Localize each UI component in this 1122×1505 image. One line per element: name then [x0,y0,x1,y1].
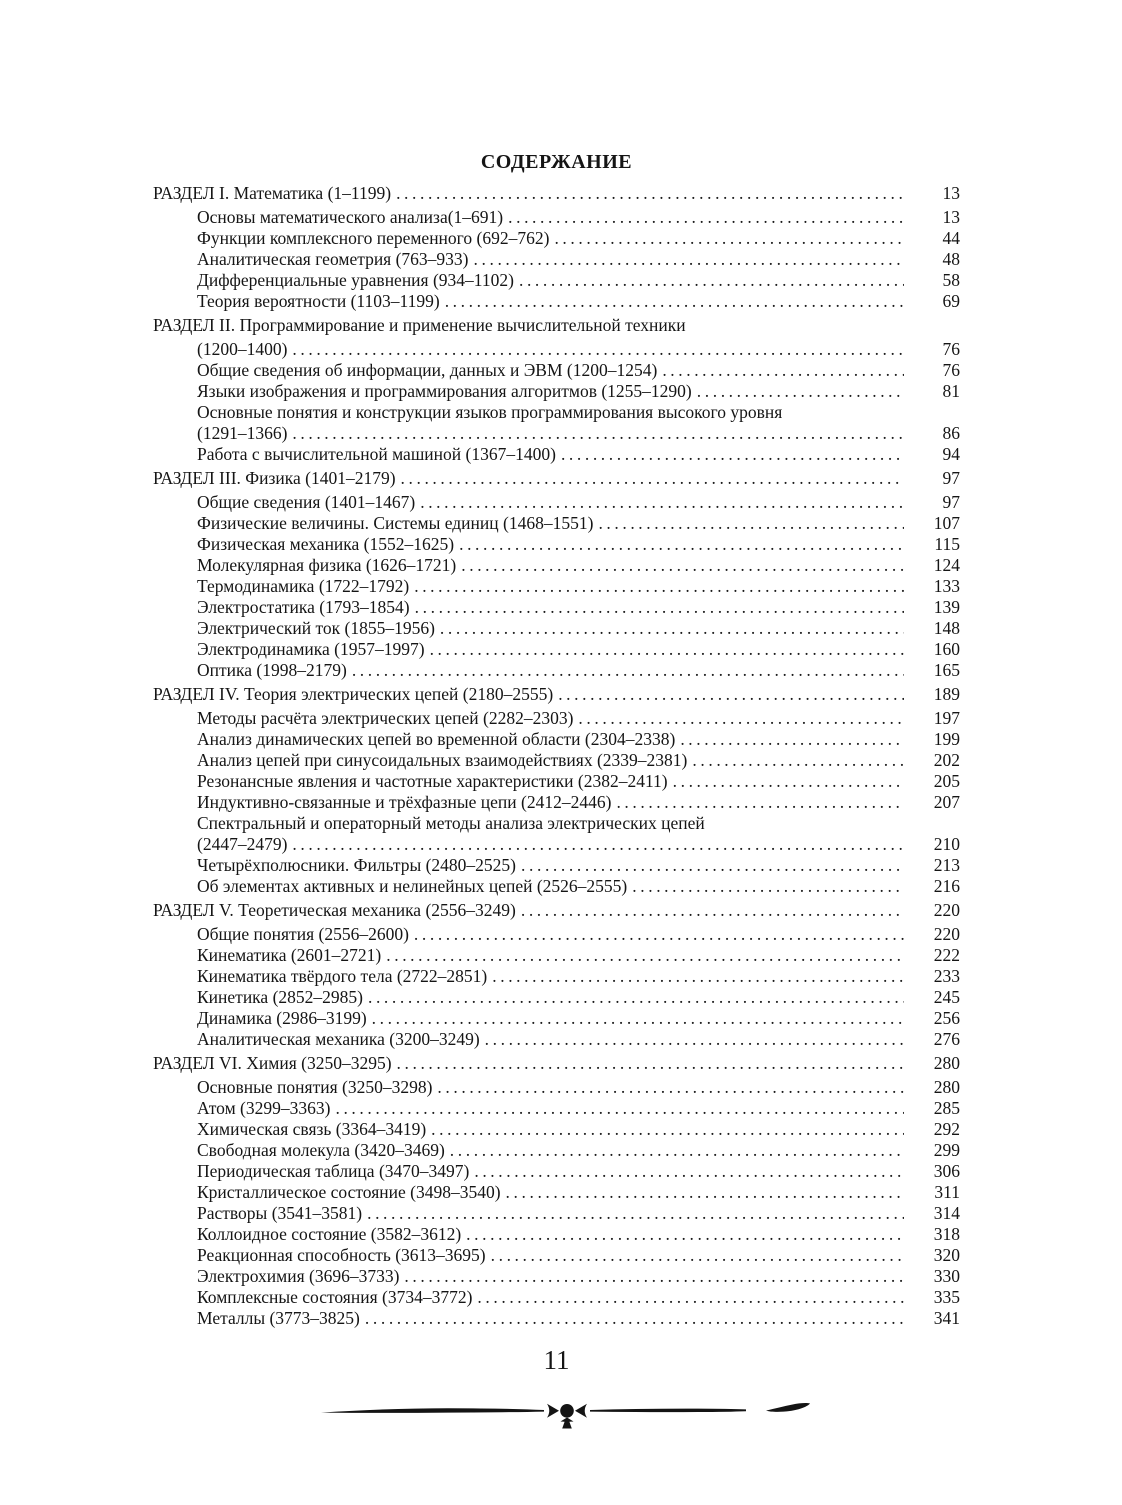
toc-entry-title: Основы математического анализа(1–691) [197,207,504,227]
toc-entry-title: Растворы (3541–3581) [197,1203,363,1223]
dot-leader [519,270,904,291]
toc-entry-title: Теория вероятности (1103–1199) [197,291,440,311]
toc-entry-page: 97 [942,468,960,488]
toc-entry [153,987,960,1008]
toc-entry-title: Аналитическая геометрия (763–933) [197,249,469,269]
dot-leader [396,183,904,204]
toc-entry [153,1077,960,1098]
toc-entry [153,1029,960,1050]
toc-entry-page: 124 [933,555,960,575]
toc-entry-page: 280 [933,1077,960,1097]
toc-entry [153,1308,960,1329]
dot-leader [461,555,904,576]
toc-entry [153,750,960,771]
toc-content [153,150,960,1375]
toc-entry-title: Работа с вычислительной машиной (1367–1400) [197,444,556,464]
toc-entry-page: 220 [933,900,960,920]
toc-entry-page: 58 [942,270,960,290]
toc-entry [153,183,960,204]
dot-leader [474,249,904,270]
toc-entry-page: 205 [933,771,960,791]
toc-entry [153,813,960,834]
toc-entry [153,924,960,945]
toc-entry [153,1098,960,1119]
toc-entry-title: Функции комплексного переменного (692–762) [197,228,550,248]
toc-entry-title: Резонансные явления и частотные характеристики (2382–2411) [197,771,668,791]
page-number: 11 [543,1345,570,1375]
dot-leader [445,291,904,312]
toc-entry-title: Электрохимия (3696–3733) [197,1266,400,1286]
toc-entry-title: Термодинамика (1722–1792) [197,576,410,596]
toc-entry-page: 13 [942,183,960,203]
dot-leader [450,1140,904,1161]
toc-entry-title: РАЗДЕЛ I. Математика (1–1199) [153,183,392,203]
toc-entry-title: Периодическая таблица (3470–3497) [197,1161,470,1181]
dot-leader [697,381,904,402]
toc-entry [153,855,960,876]
toc-entry-page: 189 [933,684,960,704]
toc-entry-title: Кинетика (2852–2985) [197,987,363,1007]
toc-entry-page: 216 [933,876,960,896]
toc-entry-title: Свободная молекула (3420–3469) [197,1140,445,1160]
dot-leader [506,1182,904,1203]
toc-entry-page: 76 [942,339,960,359]
toc-entry-title: Химическая связь (3364–3419) [197,1119,427,1139]
toc-entry-title: (1291–1366) [197,423,288,443]
dot-leader [673,771,904,792]
toc-entry-page: 48 [942,249,960,269]
dot-leader [430,639,904,660]
dot-leader [368,987,904,1008]
toc-entry [153,339,960,360]
toc-entry-title: Аналитическая механика (3200–3249) [197,1029,480,1049]
dot-leader [477,1287,904,1308]
toc-entry [153,660,960,681]
dot-leader [292,423,904,444]
dot-leader [335,1098,904,1119]
toc-entry [153,771,960,792]
toc-entry [153,684,960,705]
dot-leader [437,1077,904,1098]
toc-entry-title: Электрический ток (1855–1956) [197,618,435,638]
toc-entry [153,1287,960,1308]
toc-entry [153,576,960,597]
toc-entry-page: 292 [933,1119,960,1139]
toc-entry-page: 133 [933,576,960,596]
toc-entry-page: 81 [942,381,960,401]
toc-entry [153,555,960,576]
toc-entry-page: 318 [933,1224,960,1244]
toc-entry-title: Дифференциальные уравнения (934–1102) [197,270,514,290]
toc-entry [153,468,960,489]
toc-entry-title: Динамика (2986–3199) [197,1008,367,1028]
toc-entry-page: 276 [933,1029,960,1049]
toc-entry-page: 220 [933,924,960,944]
toc-entry [153,315,960,336]
toc-entry-title: Спектральный и операторный методы анализа электрических цепей [197,813,705,833]
toc-entry-title: РАЗДЕЛ V. Теоретическая механика (2556–3249) [153,900,516,920]
toc-entry-title: Физическая механика (1552–1625) [197,534,455,554]
toc-entry [153,1161,960,1182]
toc-entry-title: Физические величины. Системы единиц (1468–1551) [197,513,594,533]
toc-entry [153,1008,960,1029]
toc-entry [153,876,960,897]
toc-entry-page: 97 [942,492,960,512]
dot-leader [578,708,904,729]
toc-entry-title: Основные понятия и конструкции языков программирования высокого уровня [197,402,783,422]
toc-entry-page: 320 [933,1245,960,1265]
dot-leader [521,900,904,921]
dot-leader [692,750,904,771]
toc-entry-title: Электродинамика (1957–1997) [197,639,425,659]
dot-leader [474,1161,904,1182]
page-title: СОДЕРЖАНИЕ [480,151,633,173]
toc-entry-page: 165 [933,660,960,680]
toc-entry-title: Коллоидное состояние (3582–3612) [197,1224,462,1244]
toc-entry-title: Анализ динамических цепей во временной области (2304–2338) [197,729,676,749]
toc-entry-page: 233 [933,966,960,986]
toc-entry-page: 245 [933,987,960,1007]
toc-entry [153,618,960,639]
toc-entry [153,1245,960,1266]
dot-leader [420,492,904,513]
flourish-icon [318,1392,812,1432]
dot-leader [521,855,904,876]
toc-entry-title: Общие понятия (2556–2600) [197,924,409,944]
toc-entry-title: Общие сведения (1401–1467) [197,492,416,512]
toc-entry [153,1182,960,1203]
toc-entry-page: 341 [933,1308,960,1328]
toc-entry-page: 86 [942,423,960,443]
toc-entry-page: 213 [933,855,960,875]
toc-entry-title: (2447–2479) [197,834,288,854]
toc-entry-title: РАЗДЕЛ II. Программирование и применение вычислительной техники [153,315,686,335]
toc-entry-page: 148 [933,618,960,638]
toc-entry-page: 44 [942,228,960,248]
toc-entry-title: РАЗДЕЛ III. Физика (1401–2179) [153,468,396,488]
toc-entry [153,423,960,444]
toc-entry-page: 202 [933,750,960,770]
toc-entry-title: Кинематика (2601–2721) [197,945,382,965]
toc-entry-page: 115 [934,534,960,554]
toc-entry-page: 139 [933,597,960,617]
dot-leader [491,1245,904,1266]
dot-leader [561,444,904,465]
divider-ornament [318,1392,812,1432]
toc-entry [153,1266,960,1287]
toc-entry [153,249,960,270]
dot-leader [558,684,904,705]
toc-entry [153,444,960,465]
dot-leader [397,1053,904,1074]
toc-entry-page: 69 [942,291,960,311]
toc-entry-title: Индуктивно-связанные и трёхфазные цепи (2412–2446) [197,792,612,812]
toc-entry [153,1224,960,1245]
dot-leader [680,729,904,750]
dot-leader [372,1008,904,1029]
toc-entry [153,900,960,921]
toc-entry [153,402,960,423]
toc-entry-title: Реакционная способность (3613–3695) [197,1245,486,1265]
dot-leader [632,876,904,897]
toc-entry-page: 94 [942,444,960,464]
toc-entry [153,360,960,381]
dot-leader [431,1119,904,1140]
toc-entry-page: 207 [933,792,960,812]
toc-entry [153,729,960,750]
toc-entry [153,291,960,312]
toc-entry-title: Языки изображения и программирования алгоритмов (1255–1290) [197,381,692,401]
dot-leader [401,468,904,489]
toc-entry-title: Четырёхполюсники. Фильтры (2480–2525) [197,855,517,875]
toc-entry-page: 306 [933,1161,960,1181]
toc-entry-title: (1200–1400) [197,339,288,359]
toc-entry [153,1053,960,1074]
toc-entry-title: Оптика (1998–2179) [197,660,347,680]
toc-entry-page: 76 [942,360,960,380]
toc-entry [153,534,960,555]
toc-entry-page: 222 [933,945,960,965]
toc-entry [153,966,960,987]
toc-entry-page: 314 [933,1203,960,1223]
dot-leader [616,792,904,813]
toc-entry-page: 160 [933,639,960,659]
toc-entry-title: Анализ цепей при синусоидальных взаимодействиях (2339–2381) [197,750,688,770]
toc-entry [153,792,960,813]
dot-leader [386,945,904,966]
toc-entry [153,834,960,855]
toc-entry-title: РАЗДЕЛ VI. Химия (3250–3295) [153,1053,392,1073]
toc-entry [153,492,960,513]
toc-entry [153,1119,960,1140]
toc-entry-page: 107 [933,513,960,533]
dot-leader [598,513,904,534]
toc-entry-title: Об элементах активных и нелинейных цепей (2526–2555) [197,876,628,896]
toc-entry [153,945,960,966]
dot-leader [404,1266,904,1287]
dot-leader [554,228,904,249]
dot-leader [292,339,904,360]
toc-entry-title: Металлы (3773–3825) [197,1308,360,1328]
toc-entry-page: 299 [933,1140,960,1160]
toc-entry-page: 285 [933,1098,960,1118]
toc-entry-title: Комплексные состояния (3734–3772) [197,1287,473,1307]
dot-leader [367,1203,904,1224]
toc-entry [153,513,960,534]
toc-entry-title: Общие сведения об информации, данных и ЭВМ (1200–1254) [197,360,658,380]
dot-leader [508,207,904,228]
toc-entry [153,597,960,618]
toc-entry [153,270,960,291]
toc-entry-title: Методы расчёта электрических цепей (2282–2303) [197,708,574,728]
toc-entry-title: Кинематика твёрдого тела (2722–2851) [197,966,488,986]
dot-leader [365,1308,904,1329]
toc-entry-title: Кристаллическое состояние (3498–3540) [197,1182,501,1202]
toc-entry [153,1203,960,1224]
toc-entry-page: 335 [933,1287,960,1307]
toc-entry [153,228,960,249]
toc-entry-title: Электростатика (1793–1854) [197,597,410,617]
toc-entry-page: 13 [942,207,960,227]
toc-entry-title: РАЗДЕЛ IV. Теория электрических цепей (2180–2555) [153,684,554,704]
dot-leader [485,1029,904,1050]
toc-entry [153,708,960,729]
toc-entry-title: Основные понятия (3250–3298) [197,1077,433,1097]
toc-entry [153,639,960,660]
dot-leader [466,1224,904,1245]
dot-leader [292,834,904,855]
toc-entry-page: 330 [933,1266,960,1286]
toc-entry [153,381,960,402]
toc-entry-page: 256 [933,1008,960,1028]
dot-leader [352,660,904,681]
toc-list [153,183,960,1329]
toc-entry [153,1140,960,1161]
dot-leader [414,576,904,597]
toc-entry-page: 311 [934,1182,960,1202]
dot-leader [440,618,904,639]
dot-leader [415,597,904,618]
toc-entry-title: Молекулярная физика (1626–1721) [197,555,457,575]
toc-entry-page: 199 [933,729,960,749]
toc-entry [153,207,960,228]
toc-entry-title: Атом (3299–3363) [197,1098,331,1118]
dot-leader [459,534,904,555]
dot-leader [662,360,904,381]
toc-entry-page: 197 [933,708,960,728]
toc-entry-page: 280 [933,1053,960,1073]
toc-entry-page: 210 [933,834,960,854]
dot-leader [492,966,904,987]
dot-leader [414,924,904,945]
